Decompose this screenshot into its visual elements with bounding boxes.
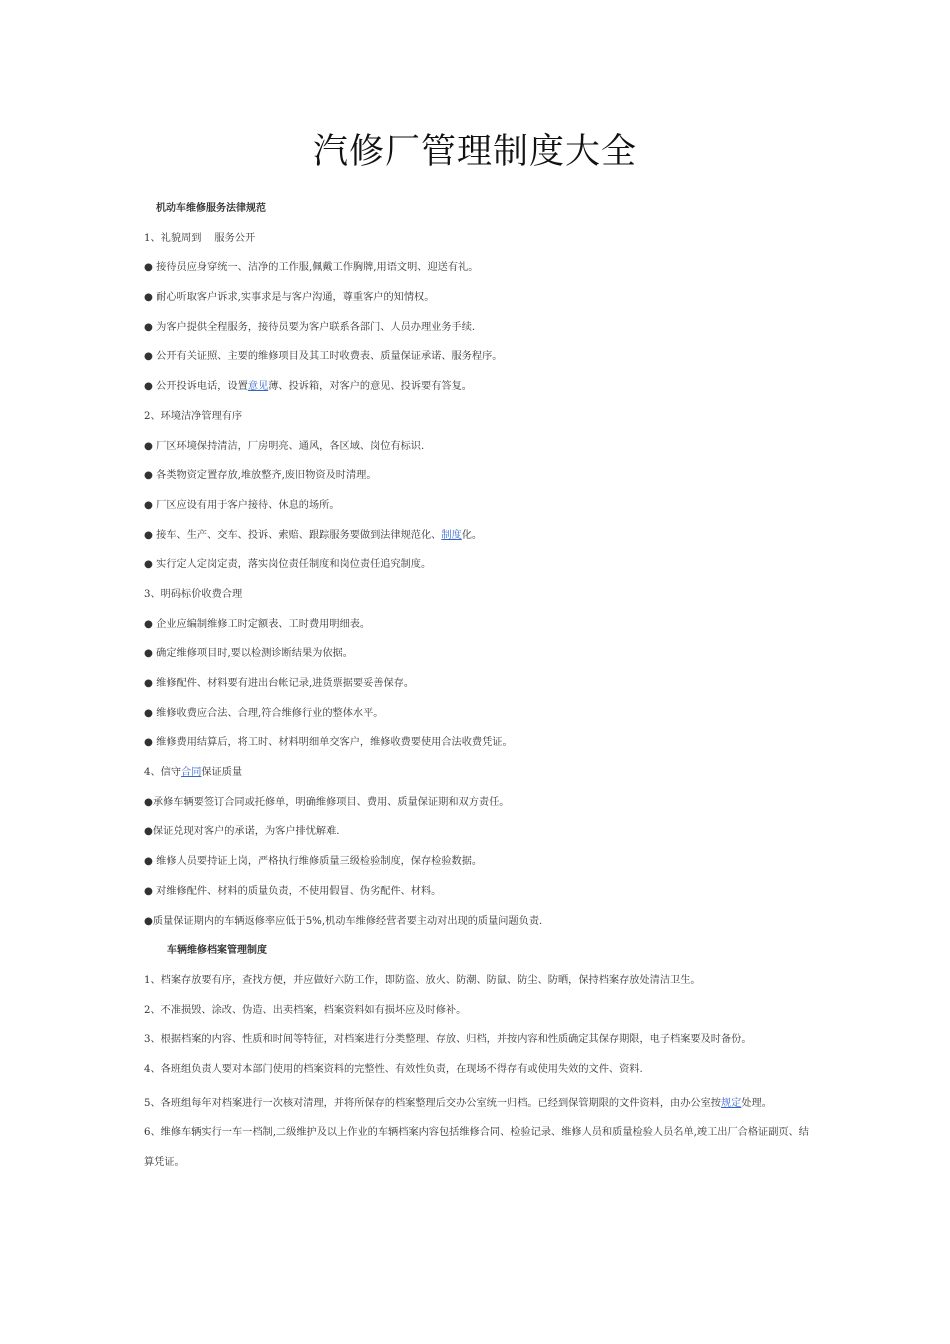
subsection-title-2: 2、环境洁净管理有序 — [144, 410, 243, 422]
list-item: ● 维修配件、材料要有进出台帐记录,进货票据要妥善保存。 — [144, 678, 415, 689]
list-item: ● 各类物资定置存放,堆放整齐,废旧物资及时清理。 — [144, 470, 377, 482]
list-item: ● 接车、生产、交车、投诉、索赔、跟踪服务要做到法律规范化、制度化。 — [144, 529, 483, 541]
subsection-title-1: 1、礼貌周到 服务公开 — [144, 232, 256, 244]
section-heading-archive: 车辆维修档案管理制度 — [167, 945, 267, 957]
list-item: ● 为客户提供全程服务，接待员要为客户联系各部门、人员办理业务手续. — [144, 321, 476, 333]
list-item: ● 耐心听取客户诉求,实事求是与客户沟通，尊重客户的知情权。 — [144, 292, 435, 304]
list-item: ● 公开投诉电话，设置意见薄、投诉箱，对客户的意见、投诉要有答复。 — [144, 381, 472, 393]
list-item: ● 维修费用结算后，将工时、材料明细单交客户，维修收费要使用合法收费凭证。 — [144, 737, 513, 749]
list-item: ● 企业应编制维修工时定额表、工时费用明细表。 — [144, 618, 371, 630]
list-item: ● 对维修配件、材料的质量负责，不使用假冒、伪劣配件、材料。 — [144, 885, 442, 897]
list-item: 2、不准损毁、涂改、伪造、出卖档案，档案资料如有损坏应及时修补。 — [144, 1004, 467, 1016]
section-heading-service-norms: 机动车维修服务法律规范 — [156, 203, 266, 214]
list-item: ● 实行定人定岗定责，落实岗位责任制度和岗位责任追究制度。 — [144, 559, 432, 571]
list-item: ● 厂区应设有用于客户接待、休息的场所。 — [144, 499, 340, 511]
document-body — [144, 198, 814, 1178]
list-item: ● 维修人员要持证上岗，严格执行维修质量三级检验制度，保存检验数据。 — [144, 856, 483, 868]
opinion-link[interactable]: 意见 — [247, 381, 269, 393]
list-item: 3、根据档案的内容、性质和时间等特征，对档案进行分类整理、存放、归档，并按内容和性质确定其保存期限，电子档案要及时备份。 — [144, 1034, 752, 1046]
list-item: ● 公开有关证照、主要的维修项目及其工时收费表、质量保证承诺、服务程序。 — [144, 351, 503, 363]
list-item: 6、维修车辆实行一车一档制,二级维护及以上作业的车辆档案内容包括维修合同、检验记录、维修人员和质量检验人员名单,竣工出厂合格证副页、结算凭证。 — [144, 1127, 809, 1169]
page-title: 汽修厂管理制度大全 — [312, 132, 637, 172]
list-item: ●承修车辆要签订合同或托修单，明确维修项目、费用、质量保证期和双方责任。 — [144, 796, 510, 808]
list-item: ●保证兑现对客户的承诺，为客户排忧解难. — [144, 826, 340, 838]
list-item: ● 确定维修项目时,要以检测诊断结果为依据。 — [144, 648, 353, 660]
system-link[interactable]: 制度 — [441, 529, 462, 541]
list-item: 1、档案存放要有序，查找方便，并应做好六防工作，即防盗、放火、防潮、防鼠、防尘、防晒，保持档案存放处清洁卫生。 — [144, 974, 701, 986]
regulation-link[interactable]: 规定 — [720, 1097, 742, 1109]
list-item: ●质量保证期内的车辆返修率应低于5%,机动车维修经营者要主动对出现的质量问题负责. — [144, 915, 543, 927]
contract-link[interactable]: 合同 — [181, 767, 202, 779]
list-item: ● 接待员应身穿统一、洁净的工作服,佩戴工作胸牌,用语文明、迎送有礼。 — [144, 262, 479, 274]
subsection-title-4: 4、信守合同保证质量 — [144, 767, 243, 779]
subsection-title-3: 3、明码标价收费合理 — [144, 588, 243, 600]
list-item: ● 维修收费应合法、合理,符合维修行业的整体水平。 — [144, 707, 384, 719]
list-item: 4、各班组负责人要对本部门使用的档案资料的完整性、有效性负责，在现场不得存有或使用失效的文件、资料. — [144, 1063, 643, 1075]
list-item: 5、各班组每年对档案进行一次核对清理，并将所保存的档案整理后交办公室统一归档。已经到保管期限的文件资料，由办公室按规定处理。 — [144, 1097, 772, 1109]
list-item: ● 厂区环境保持清洁，厂房明亮、通风，各区域、岗位有标识. — [144, 440, 425, 452]
